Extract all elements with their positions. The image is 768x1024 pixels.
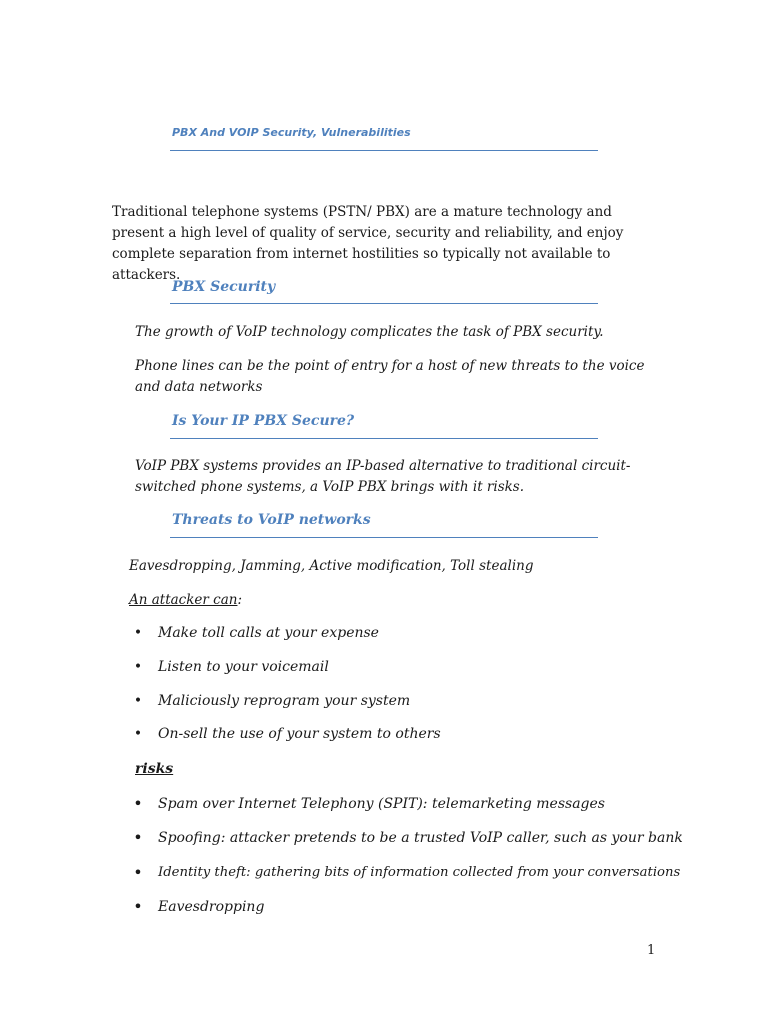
list-item <box>131 828 683 848</box>
list-item <box>131 863 681 883</box>
pbx-security-paragraph-2: Phone lines can be the point of entry for a host of new threats to the voice and data networks <box>135 358 645 395</box>
risk-item-text: Identity theft: gathering bits of information collected from your conversations <box>158 865 681 880</box>
list-item <box>131 794 671 814</box>
list-item <box>131 724 651 744</box>
title-rule <box>170 150 598 151</box>
bullet-icon: • <box>133 693 143 709</box>
attacker-item-text: On-sell the use of your system to others <box>158 726 441 742</box>
attacker-can-text: An attacker can <box>129 592 238 608</box>
attacker-item-text: Listen to your voicemail <box>158 659 329 675</box>
bullet-icon: • <box>133 625 143 641</box>
page-number: 1 <box>647 943 656 958</box>
risk-item-text: Spam over Internet Telephony (SPIT): telemarketing messages <box>158 796 605 812</box>
section-rule-ip-pbx-secure <box>170 438 598 439</box>
document-title: PBX And VOIP Security, Vulnerabilities <box>172 126 411 139</box>
section-heading-threats: Threats to VoIP networks <box>172 512 371 528</box>
attacker-item-text: Maliciously reprogram your system <box>158 693 411 709</box>
bullet-icon: • <box>133 726 143 742</box>
section-rule-threats <box>170 537 598 538</box>
section-heading-pbx-security: PBX Security <box>172 279 276 295</box>
threats-line: Eavesdropping, Jamming, Active modification, Toll stealing <box>129 558 534 574</box>
section-heading-ip-pbx-secure: Is Your IP PBX Secure? <box>172 413 355 429</box>
bullet-icon: • <box>133 863 143 882</box>
section-rule-pbx-security <box>170 303 598 304</box>
attacker-can-colon: : <box>237 592 243 608</box>
bullet-icon: • <box>133 828 143 847</box>
list-item <box>131 897 671 917</box>
list-item <box>131 623 651 643</box>
risks-label: risks <box>135 761 174 777</box>
pbx-security-paragraph-1: The growth of VoIP technology complicates the task of PBX security. <box>135 324 604 340</box>
attacker-can-label <box>129 590 242 611</box>
list-item <box>131 657 651 677</box>
list-item <box>131 691 651 711</box>
bullet-icon: • <box>133 794 143 813</box>
bullet-icon: • <box>133 897 143 916</box>
ip-pbx-paragraph: VoIP PBX systems provides an IP-based alternative to traditional circuit-switched phone systems, a VoIP PBX brings with it risks. <box>135 458 631 495</box>
bullet-icon: • <box>133 659 143 675</box>
attacker-item-text: Make toll calls at your expense <box>158 625 379 641</box>
risk-item-text: Spoofing: attacker pretends to be a trusted VoIP caller, such as your bank <box>158 830 683 846</box>
intro-paragraph: Traditional telephone systems (PSTN/ PBX) are a mature technology and present a high level of quality of service, security and reliability, and enjoy complete separation from internet hostilities so typically not available to attackers. <box>112 204 624 283</box>
risk-item-text: Eavesdropping <box>158 899 265 915</box>
